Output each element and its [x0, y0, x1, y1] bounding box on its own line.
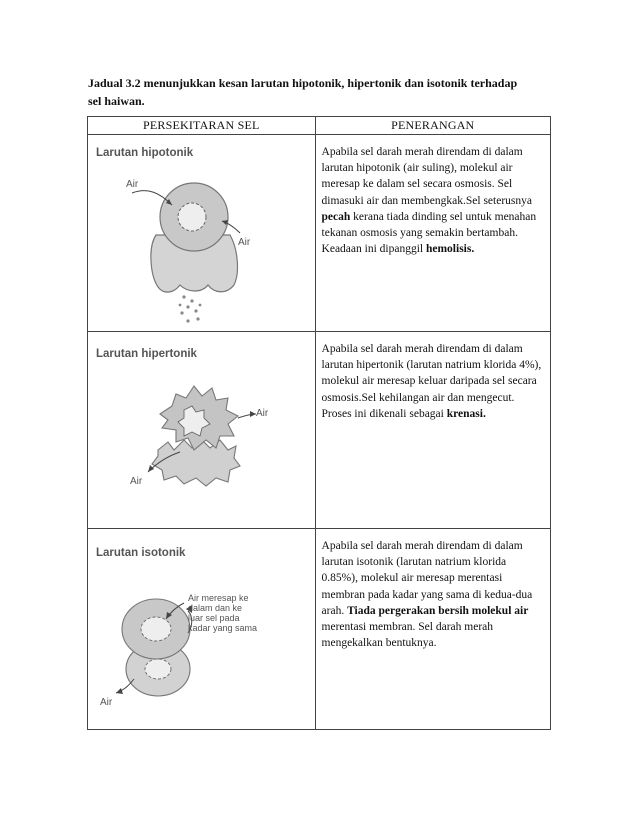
- figure-title-isotonic: Larutan isotonik: [96, 547, 186, 559]
- header-persekitaran: PERSEKITARAN SEL: [88, 117, 316, 135]
- label-air-left: Air: [130, 476, 143, 487]
- desc-bold-tiada-pergerakan: Tiada pergerakan bersih molekul air: [347, 604, 529, 617]
- hypertonic-cell-diagram: [88, 332, 316, 528]
- arrow-head-left: [116, 688, 123, 694]
- figure-title-hypertonic: Larutan hipertonik: [96, 348, 197, 360]
- label-air-right: Air: [256, 408, 269, 419]
- desc-text: Apabila sel darah merah direndam di dalam larutan isotonik (larutan natrium klorida 0.85%), molekul air meresap merentasi membran pada kadar yang sama di kedua-dua arah.: [321, 540, 533, 617]
- label-air-left: Air: [100, 697, 113, 708]
- annot-line-4: kadar yang sama: [188, 623, 258, 633]
- description-hypotonic: [316, 135, 550, 257]
- description-cell-hypotonic: [315, 135, 550, 332]
- figure-cell-hypertonic: [88, 332, 316, 529]
- table-caption: [88, 74, 558, 110]
- table-row: [88, 529, 551, 730]
- description-hypertonic: [316, 332, 550, 422]
- figure-cell-isotonic: [88, 529, 316, 730]
- hypotonic-cell-diagram: [88, 135, 316, 331]
- label-air-left: Air: [126, 179, 139, 190]
- cell-center: [178, 203, 206, 231]
- desc-bold-hemolisis: hemolisis.: [425, 243, 475, 256]
- table-row: [88, 135, 551, 332]
- description-cell-hypertonic: [315, 332, 550, 529]
- isotonic-cell-diagram: [88, 529, 316, 729]
- caption-line-1: Jadual 3.2 menunjukkan kesan larutan hipotonik, hipertonik dan isotonik terhadap: [88, 76, 518, 90]
- annot-line-3: luar sel pada: [188, 613, 240, 623]
- osmosis-table: [87, 116, 551, 730]
- desc-text: kerana tiada dinding sel untuk menahan tekanan osmosis yang semakin bertambah. Keadaan ini dipanggil: [321, 210, 537, 256]
- caption-line-2: sel haiwan.: [88, 94, 145, 108]
- header-penerangan: PENERANGAN: [315, 117, 550, 135]
- desc-bold-krenasi: krenasi.: [446, 407, 486, 420]
- table-row: [88, 332, 551, 529]
- header-row: [88, 117, 551, 135]
- arrow-head-left: [148, 465, 154, 472]
- annot-line-2: dalam dan ke: [188, 603, 243, 613]
- desc-bold-pecah: pecah: [321, 210, 351, 223]
- cell-contents-dots: [179, 295, 202, 322]
- desc-text: merentasi membran. Sel darah merah mengekalkan bentuknya.: [321, 621, 494, 650]
- cell-center: [141, 617, 171, 641]
- description-isotonic: [316, 529, 550, 651]
- annot-line-1: Air meresap ke: [188, 593, 249, 603]
- desc-text: Apabila sel darah merah direndam di dalam larutan hipotonik (air suling), molekul air meresap ke dalam sel secara osmosis. Sel dimasuki air dan membengkak.Sel seterusnya: [321, 146, 532, 207]
- description-cell-isotonic: [315, 529, 550, 730]
- cell-center: [145, 659, 171, 679]
- label-air-right: Air: [238, 237, 251, 248]
- figure-cell-hypotonic: [88, 135, 316, 332]
- desc-text: Apabila sel darah merah direndam di dalam larutan hipertonik (larutan natrium klorida 4%), molekul air meresap keluar daripada sel secara osmosis.Sel kehilangan air dan mengecut. Proses ini dikenali sebagai: [321, 343, 542, 420]
- figure-title-hypotonic: Larutan hipotonik: [96, 147, 194, 159]
